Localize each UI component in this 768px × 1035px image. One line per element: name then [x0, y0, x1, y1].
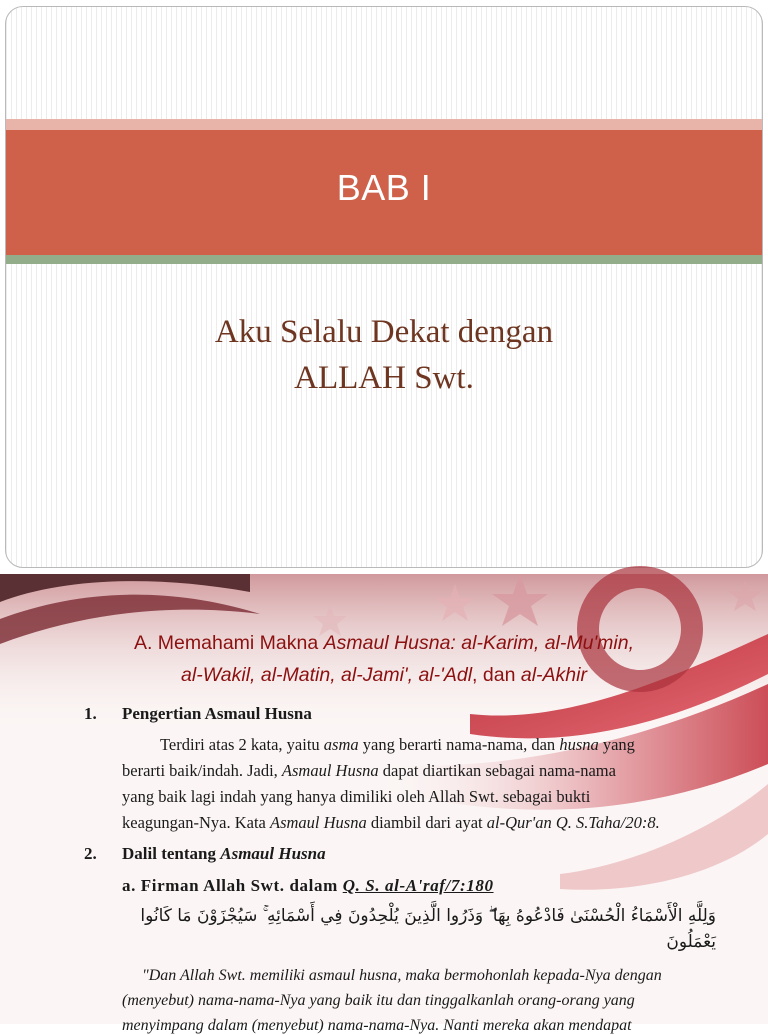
- chapter-subtitle-line2: ALLAH Swt.: [294, 360, 474, 396]
- paragraph-line: yang baik lagi indah yang hanya dimiliki oleh Allah Swt. sebagai bukti: [122, 787, 591, 806]
- text: Terdiri atas 2 kata, yaitu: [160, 735, 324, 754]
- green-divider: [6, 255, 762, 264]
- content-slide: [0, 574, 768, 1034]
- section1-heading: Pengertian Asmaul Husna: [122, 704, 312, 723]
- title-slide: [5, 6, 763, 568]
- text: berarti baik/indah. Jadi,: [122, 761, 282, 780]
- verse-reference: Q. S. al-A'raf/7:180: [342, 876, 494, 895]
- text: Asmaul Husna: [281, 761, 379, 780]
- text: Asmaul Husna: [269, 813, 367, 832]
- paragraph-line: [122, 813, 660, 833]
- chapter-subtitle-line1: Aku Selalu Dekat dengan: [214, 314, 554, 350]
- text: keagungan-Nya. Kata: [122, 813, 270, 832]
- section-title-line2: [0, 664, 768, 687]
- text: asma: [323, 735, 359, 754]
- paragraph-line: [160, 735, 635, 755]
- text: husna: [559, 735, 599, 754]
- paragraph-line: [122, 761, 616, 781]
- text: Dalil tentang: [122, 844, 221, 863]
- section-title-italic: Asmaul Husna: al-Karim, al-Mu'min,: [323, 632, 635, 654]
- section-title-line1: [0, 632, 768, 655]
- text: al-Qur'an Q. S.Taha/20:8.: [486, 813, 660, 832]
- subsection-a-heading: [122, 876, 494, 896]
- translation-line1: "Dan Allah Swt. memiliki asmaul husna, maka bermohonlah kepada-Nya dengan: [142, 967, 662, 984]
- translation-line2: (menyebut) nama-nama-Nya yang baik itu dan tinggalkanlah orang-orang yang: [122, 992, 635, 1009]
- text: yang berarti nama-nama, dan: [358, 735, 560, 754]
- section-title-text: , dan: [472, 664, 521, 686]
- chapter-title: BAB I: [336, 167, 432, 208]
- text: dapat diartikan sebagai nama-nama: [378, 761, 616, 780]
- section1-number: 1.: [84, 704, 97, 723]
- section-title-italic: al-Wakil, al-Matin, al-Jami', al-'Adl: [181, 664, 473, 686]
- text: Asmaul Husna: [220, 844, 326, 863]
- text: diambil dari ayat: [366, 813, 487, 832]
- accent-line: [6, 119, 762, 130]
- section-title-italic: al-Akhir: [520, 664, 587, 686]
- section2-number: 2.: [84, 844, 97, 863]
- arabic-verse-line1: وَلِلَّهِ الْأَسْمَاءُ الْحُسْنَىٰ فَادْعُوهُ بِهَا ۖ وَذَرُوا الَّذِينَ يُلْحِدُونَ فِي أَسْمَائِهِ ۚ سَيُجْزَوْنَ مَا كَانُوا: [140, 906, 716, 926]
- section-title-text: A. Memahami Makna: [133, 632, 324, 654]
- arabic-verse-line2: يَعْمَلُونَ: [666, 932, 716, 952]
- text: a. Firman Allah Swt. dalam: [122, 876, 343, 895]
- text: yang: [598, 735, 635, 754]
- translation-line3: menyimpang dalam (menyebut) nama-nama-Nya. Nanti mereka akan mendapat: [122, 1017, 632, 1034]
- section2-heading: [122, 844, 326, 864]
